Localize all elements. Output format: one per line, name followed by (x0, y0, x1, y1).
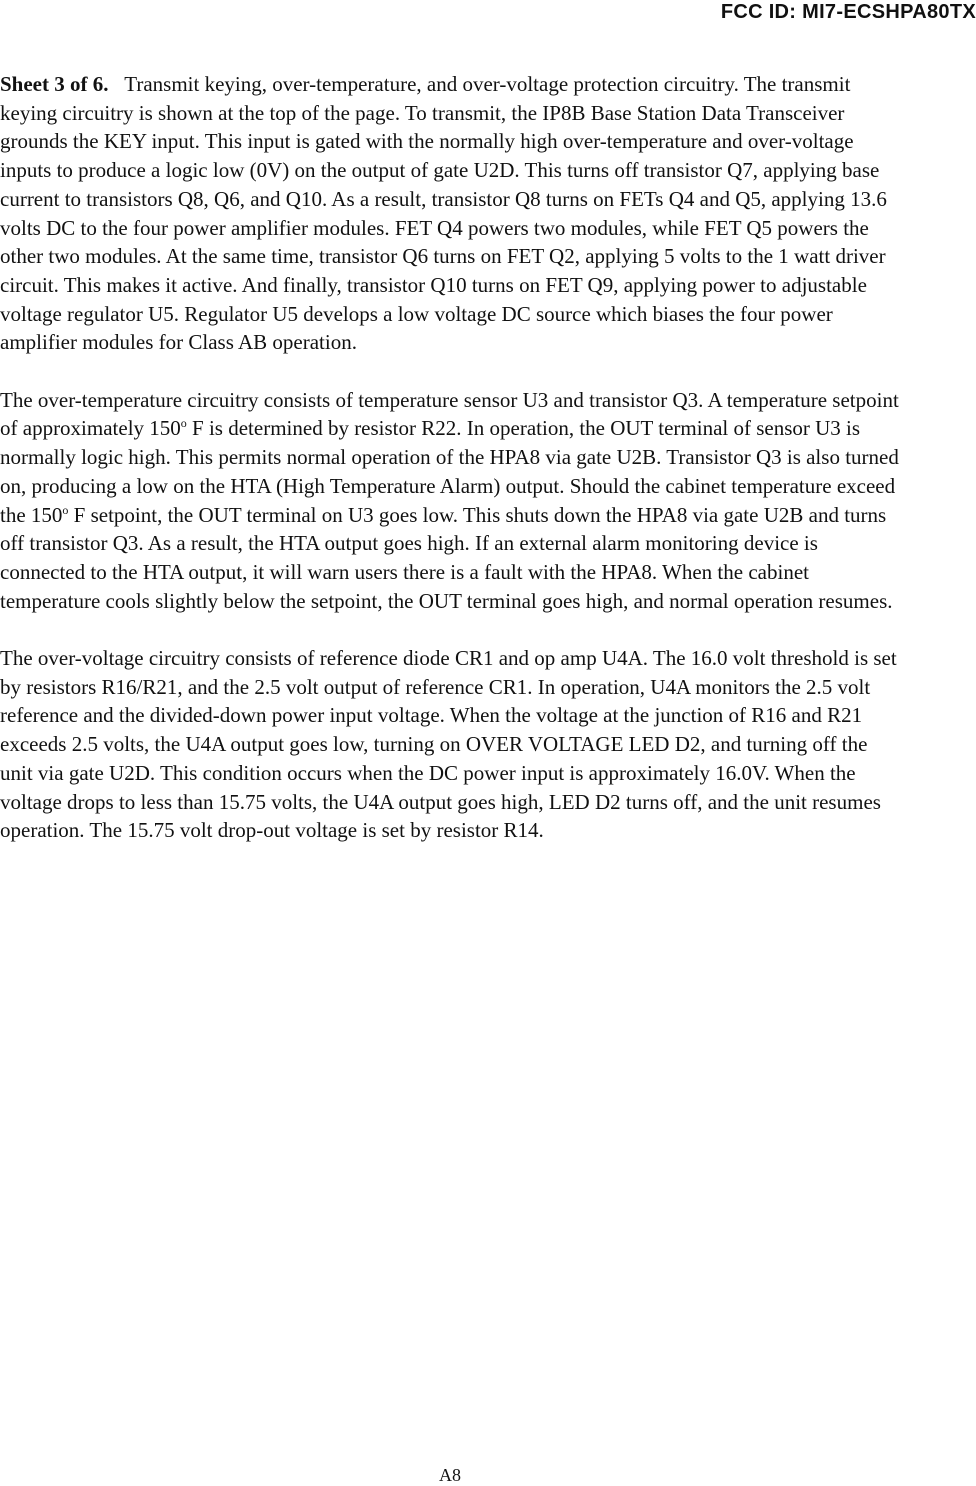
paragraph-text: The over-voltage circuitry consists of reference diode CR1 and op amp U4A. The 16.0 volt threshold is set by resistors R16/R21, and the 2.5 volt output of reference CR1. In operation, U4A monitors the 2.5 volt reference and the divided-down power input voltage. When the voltage at the junction of R16 and R21 exceeds 2.5 volts, the U4A output goes low, turning on OVER VOLTAGE LED D2, and turning off the unit via gate U2D. This condition occurs when the DC power input is approximately 16.0V. When the voltage drops to less than 15.75 volts, the U4A output goes high, LED D2 turns off, and the unit resumes operation. The 15.75 volt drop-out voltage is set by resistor R14. (0, 646, 897, 843)
fcc-id-header: FCC ID: MI7-ECSHPA80TX (720, 1, 976, 23)
paragraph-text-part: The over-temperature circuitry consists of temperature sensor U3 and transistor Q3. A temperature setpoint of approximately 150 (0, 387, 899, 441)
paragraph-over-voltage (0, 644, 900, 845)
document-body (0, 70, 900, 874)
paragraph-text: The transmit keying circuitry is shown at the top of the page. To transmit, the IP8B Base Station Data Transceiver grounds the KEY input. This input is gated with the normally high over-temperature and over-voltage inputs to produce a logic low (0V) on the output of gate U2D. This turns off transistor Q7, applying base current to transistors Q8, Q6, and Q10. As a result, transistor Q8 turns on FETs Q4 and Q5, applying 13.6 volts DC to the four power amplifier modules. FET Q4 powers two modules, while FET Q5 powers the other two modules. At the same time, transistor Q6 turns on FET Q2, applying 5 volts to the 1 watt driver circuit. This makes it active. And finally, transistor Q10 turns on FET Q9, applying power to adjustable voltage regulator U5. Regulator U5 develops a low voltage DC source which biases the four power amplifier modules for Class AB operation. (0, 72, 887, 355)
paragraph-text-part: F setpoint, the OUT terminal on U3 goes low. This shuts down the HPA8 via gate U2B and turns off transistor Q3. As a result, the HTA output goes high. If an external alarm monitoring device is connected to the HTA output, it will warn users there is a fault with the HPA8. When the cabinet temperature cools slightly below the setpoint, the OUT terminal goes high, and normal operation resumes. (0, 502, 893, 613)
degree-superscript: o (62, 502, 69, 517)
paragraph-text-part: F is determined by resistor R22. In operation, the OUT terminal of sensor U3 is normally logic high. This permits normal operation of the HPA8 via gate U2B. Transistor Q3 is also turned on, producing a low on the HTA (High Temperature Alarm) output. Should the cabinet temperature exceed the 150 (0, 416, 899, 527)
paragraph-transmit-keying (0, 70, 900, 357)
degree-superscript: o (180, 416, 187, 431)
sheet-label: Sheet 3 of 6. (0, 72, 109, 96)
sheet-title: Transmit keying, over-temperature, and over-voltage protection circuitry. (124, 72, 739, 96)
paragraph-over-temperature (0, 386, 900, 616)
page-number: A8 (439, 1465, 461, 1485)
